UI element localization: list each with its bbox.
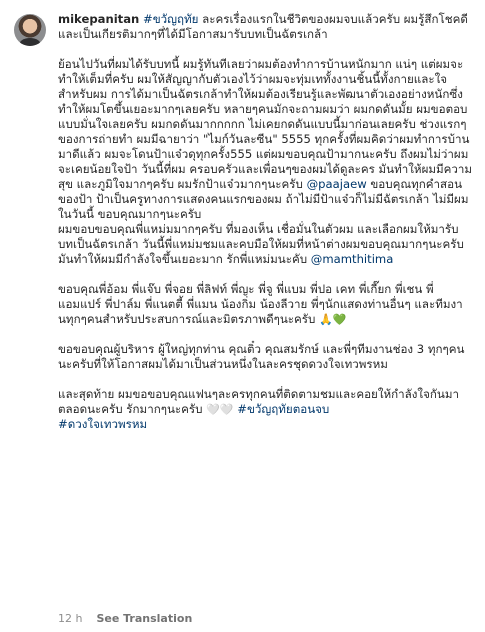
timestamp: 12 h	[58, 612, 83, 625]
intro-text: ละครเรื่องแรกในชีวิตของผมจบแล้วครับ ผมรู้สึกโชคดีและเป็นเกียรติมากๆที่ได้มีโอกาสมารับบทเป็นฉัตรเกล้า	[58, 12, 468, 41]
caption-footer	[58, 612, 192, 625]
caption-paragraph-3	[58, 282, 473, 327]
paragraph-text: ขอขอบคุณผู้บริหาร ผู้ใหญ่ทุกท่าน คุณติ๋ว คุณสมรักษ์ และพี่ๆทีมงานช่อง 3 ทุกๆคนนะครับที่ให้โอกาสผมได้มาเป็นส่วนหนึ่งในละครชุดดวงใจเทวพรหม	[58, 342, 465, 371]
pray-heart-emoji-icon: 🙏💚	[319, 313, 347, 326]
hashtag-link[interactable]: #ขวัญฤทัยตอนจบ	[237, 402, 330, 416]
avatar[interactable]	[14, 14, 46, 46]
caption-intro	[58, 12, 473, 42]
paragraph-text: ย้อนไปวันที่ผมได้รับบทนี้ ผมรู้ทันทีเลยว่าผมต้องทำการบ้านหนักมาก แน่ๆ แต่ผมจะทำให้เต็มที่ครับ ผมให้สัญญากับตัวเองไว้ว่าผมจะทุ่มเททั้งงานชิ้นนี้ทั้งกายและใจ สำหรับผม การได้มาเป็นฉัตรเกล้าทำให้ผมต้องเรียนรู้และพัฒนาตัวเองอย่างหนักซึ่งทำให้ผมโตขึ้นเยอะมากๆเลยครับ หลายๆคนมักจะถามผมว่า ผมกดดันมั้ย ผมขอตอบแบบมั่นใจเลยครับ ผมกดดันมากกกกก ไม่เคยกดดันแบบนี้มาก่อนเลยครับ ช่วงแรกๆของการถ่ายทำ ผมมีฉายาว่า "ไมก์วันละซีน" 5555 ทุกครั้งที่ผมคิดว่าผมทำการบ้านมาดีแล้ว ผมจะโดนป้าแจ๋วดุทุกครั้ง555 แต่ผมขอบคุณป้ามากนะครับ ถึงผมไม่ว่าผมจะเคยน้อยใจป้า วันนี้ที่ผม ครอบครัวและเพื่อนๆของผมได้ดูละคร มันทำให้ผมมีความสุข และภูมิใจมากๆครับ ผมรักป้าแจ๋วมากๆนะครับ	[58, 57, 473, 191]
paragraph-text: ขอบคุณพี่อ้อม พี่แจ๊บ พี่จอย พี่ลิฟท์ พี่ญะ พี่จู พี่แบม พี่ปอ เคท พี่เกี๊ยก พี่เชน พี่แอมแปร์ พี่ปาล์ม พี่แนตตี้ พี่แมน น้องกิ่ม น้องลีวาย พี่ๆนักแสดงท่านอื่นๆ และทีมงานทุกๆคนสำหรับประสบการณ์และมิตรภาพดีๆนะครับ	[58, 282, 463, 326]
mention-link[interactable]: @mamthitima	[310, 252, 394, 266]
hashtag-link[interactable]: #ขวัญฤทัย	[142, 12, 199, 26]
paragraph-text: ขอบคุณทุกคำสอนของป้า ป้าเป็นครูทางการแสดงคนแรกของผม ถ้าไม่มีป้าแจ๋วก็ไม่มีฉัตรเกล้า ไม่มีผมในวันนี้ ขอบคุณมากๆนะครับ	[58, 177, 469, 221]
mention-link[interactable]: @paajaew	[306, 177, 367, 191]
hashtag-link[interactable]: #ดวงใจเทวพรหม	[58, 417, 148, 431]
caption-paragraph-1	[58, 57, 473, 267]
caption-text	[58, 12, 473, 432]
white-heart-emoji-icon: 🤍🤍	[206, 403, 234, 416]
caption-paragraph-5	[58, 387, 473, 432]
username-link[interactable]: mikepanitan	[58, 12, 140, 26]
paragraph-text: ผมขอบขอบคุณพี่แหม่มมากๆครับ ที่มองเห็น เชื่อมั่นในตัวผม และเลือกผมให้มารับบทเป็นฉัตรเกล้า วันนี้พี่แหม่มชมและคบมือให้ผมที่หน้าต่างผมขอบคุณมากๆนะครับ มันทำให้ผมมีกำลังใจขึ้นเยอะมาก รักพี่แหม่มนะคับ	[58, 222, 464, 266]
paragraph-text: และสุดท้าย ผมขอขอบคุณแฟนๆละครทุกคนที่ติดตามชมและคอยให้กำลังใจกันมาตลอดนะครับ รักมากๆนะครับ	[58, 387, 459, 416]
caption-row	[14, 12, 473, 432]
see-translation-button[interactable]: See Translation	[96, 612, 193, 625]
caption-paragraph-4	[58, 342, 473, 372]
